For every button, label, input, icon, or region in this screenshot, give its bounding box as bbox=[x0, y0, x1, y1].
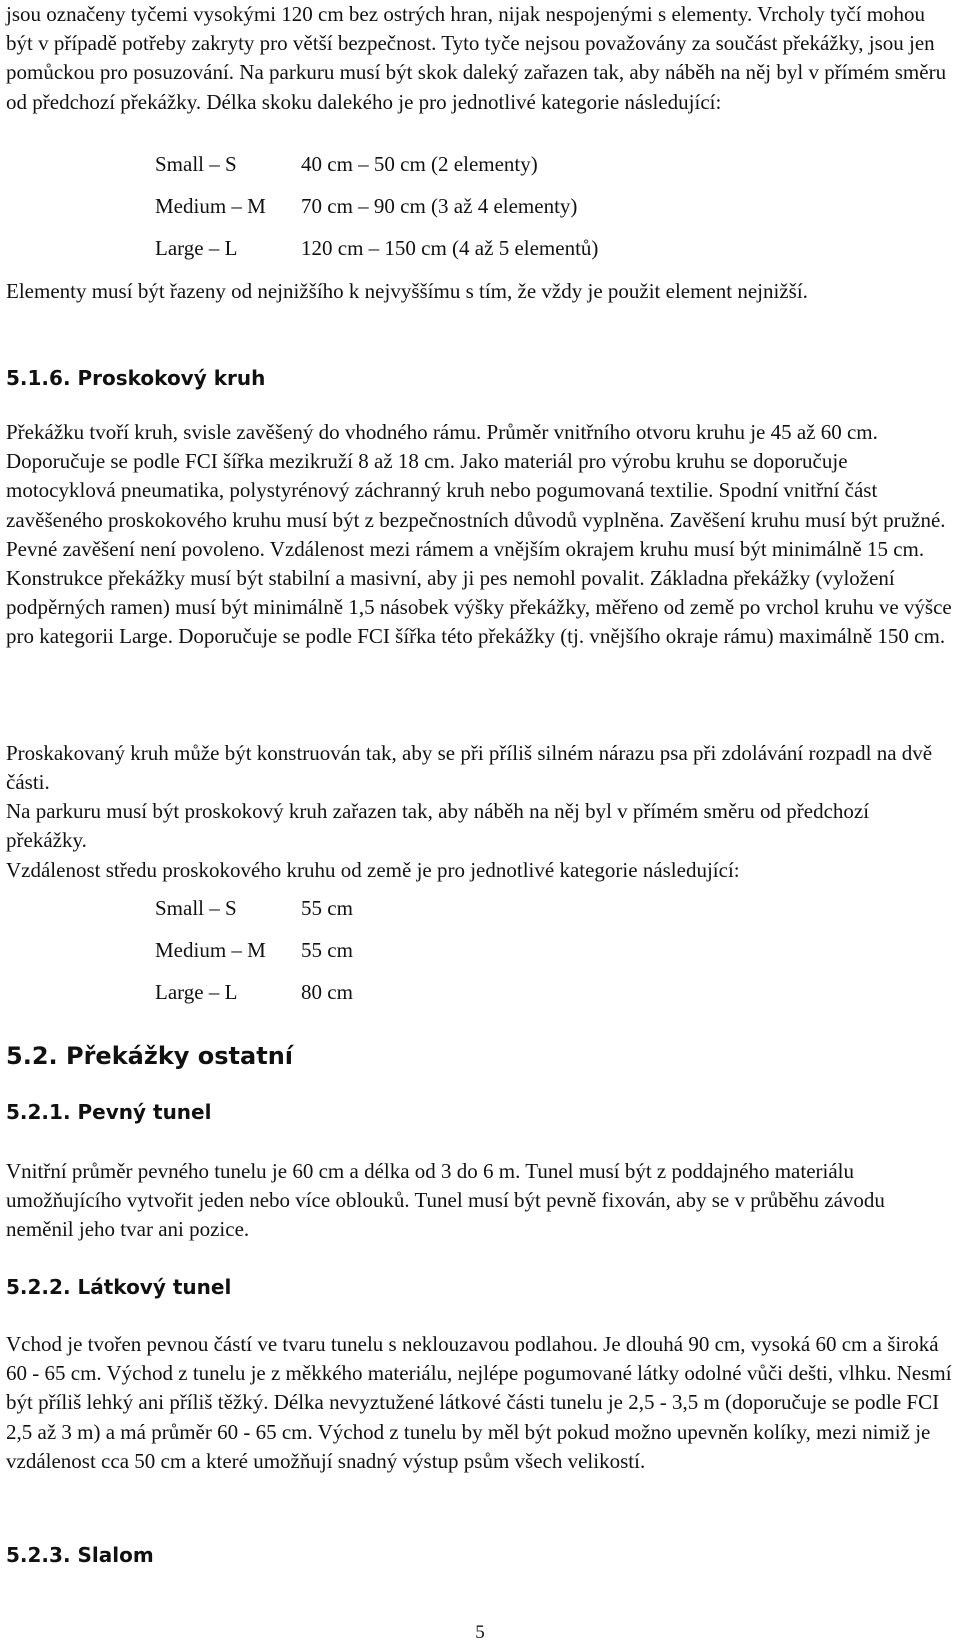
category-value: 55 cm bbox=[301, 896, 353, 920]
category-value: 40 cm – 50 cm (2 elementy) bbox=[301, 152, 538, 176]
section-paragraph: Vnitřní průměr pevného tunelu je 60 cm a délka od 3 do 6 m. Tunel musí být z poddajného materiálu umožňujícího vytvořit jeden nebo více oblouků. Tunel musí být pevně fixován, aby se v průběhu závodu neměnil jeho tvar ani pozice. bbox=[6, 1159, 885, 1242]
page-number: 5 bbox=[475, 1622, 485, 1643]
category-value: 80 cm bbox=[301, 980, 353, 1004]
category-label: Medium – M bbox=[155, 938, 266, 962]
elements-note: Elementy musí být řazeny od nejnižšího k nejvyššímu s tím, že vždy je použit element nejnižší. bbox=[6, 279, 808, 303]
section-heading: 5.2.1. Pevný tunel bbox=[6, 1100, 212, 1124]
section-paragraph: Na parkuru musí být proskokový kruh zařazen tak, aby náběh na něj byl v přímém směru od předchozí překážky. bbox=[6, 799, 870, 853]
section-paragraph: Vzdálenost středu proskokového kruhu od země je pro jednotlivé kategorie následující: bbox=[6, 858, 740, 882]
intro-paragraph: jsou označeny tyčemi vysokými 120 cm bez ostrých hran, nijak nespojenými s elementy. Vrcholy tyčí mohou být v případě potřeby zakryty pro větší bezpečnost. Tyto tyče nejsou považovány za součást překážky, jsou jen pomůckou pro posuzování. Na parkuru musí být skok daleký zařazen tak, aby náběh na něj byl v přímém směru od předchozí překážky. Délka skoku dalekého je pro jednotlivé kategorie následující: bbox=[6, 2, 947, 114]
category-value: 70 cm – 90 cm (3 až 4 elementy) bbox=[301, 194, 578, 218]
section-heading: 5.1.6. Proskokový kruh bbox=[6, 366, 266, 390]
category-label: Large – L bbox=[155, 236, 238, 260]
category-label: Small – S bbox=[155, 152, 237, 176]
section-paragraph: Proskakovaný kruh může být konstruován tak, aby se při příliš silném nárazu psa při zdolávání rozpadl na dvě části. bbox=[6, 741, 933, 795]
category-label: Large – L bbox=[155, 980, 238, 1004]
section-paragraph: Překážku tvoří kruh, svisle zavěšený do vhodného rámu. Průměr vnitřního otvoru kruhu je 45 až 60 cm. Doporučuje se podle FCI šířka mezikruží 8 až 18 cm. Jako materiál pro výrobu kruhu se doporučuje motocyklová pneumatika, polystyrénový záchranný kruh nebo pogumovaná textilie. Spodní vnitřní část zavěšeného proskokového kruhu musí být z bezpečnostních důvodů vyplněna. Zavěšení kruhu musí být pružné. Pevné zavěšení není povoleno. Vzdálenost mezi rámem a vnějším okrajem kruhu musí být minimálně 15 cm. Konstrukce překážky musí být stabilní a masivní, aby ji pes nemohl povalit. Základna překážky (vyložení podpěrných ramen) musí být minimálně 1,5 násobek výšky překážky, měřeno od země po vrchol kruhu ve výšce pro kategorii Large. Doporučuje se podle FCI šířka této překážky (tj. vnějšího okraje rámu) maximálně 150 cm. bbox=[6, 420, 952, 649]
category-value: 120 cm – 150 cm (4 až 5 elementů) bbox=[301, 236, 599, 260]
category-label: Medium – M bbox=[155, 194, 266, 218]
section-heading: 5.2.3. Slalom bbox=[6, 1543, 154, 1567]
category-label: Small – S bbox=[155, 896, 237, 920]
section-heading: 5.2.2. Látkový tunel bbox=[6, 1275, 232, 1299]
category-value: 55 cm bbox=[301, 938, 353, 962]
section-paragraph: Vchod je tvořen pevnou částí ve tvaru tunelu s neklouzavou podlahou. Je dlouhá 90 cm, vysoká 60 cm a široká 60 - 65 cm. Východ z tunelu je z měkkého materiálu, nejlépe pogumované látky odolné vůči dešti, vlhku. Nesmí být příliš lehký ani příliš těžký. Délka nevyztužené látkové části tunelu je 2,5 - 3,5 m (doporučuje se podle FCI 2,5 až 3 m) a má průměr 60 - 65 cm. Východ z tunelu by měl být pokud možno upevněn kolíky, mezi nimiž je vzdálenost cca 50 cm a které umožňují snadný výstup psům všech velikostí. bbox=[6, 1332, 952, 1473]
section-heading: 5.2. Překážky ostatní bbox=[6, 1042, 294, 1070]
